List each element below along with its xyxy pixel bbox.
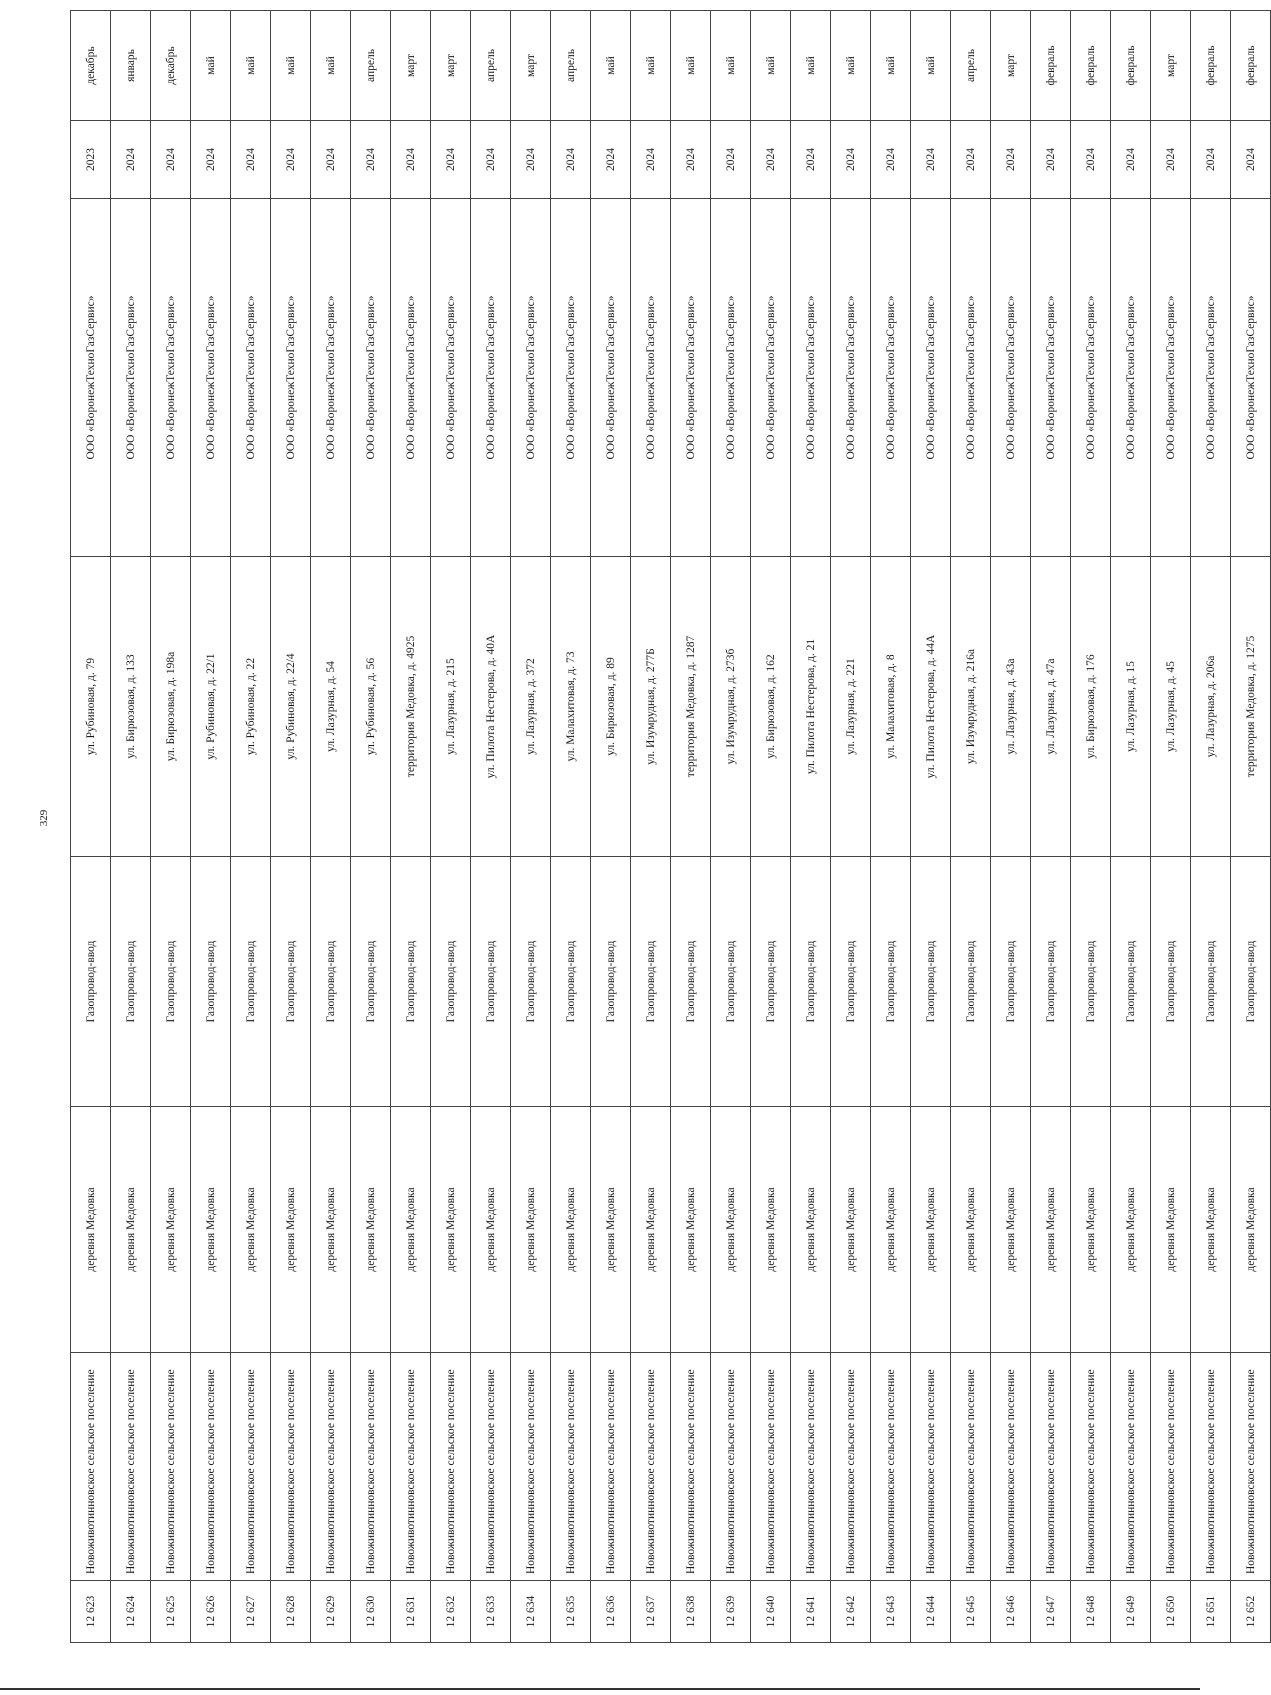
settlement-cell: Новоживотинновское сельское поселение [1151, 1353, 1191, 1581]
locality-cell: деревня Медовка [1031, 1107, 1071, 1353]
month-cell: март [391, 11, 431, 121]
organization-cell: ООО «ВоронежТехноГазСервис» [151, 199, 191, 557]
object-type-cell: Газопровод-ввод [1191, 857, 1231, 1107]
table-row [1191, 11, 1231, 1643]
month-cell: февраль [1031, 11, 1071, 121]
row-number-cell: 12 625 [151, 1581, 191, 1643]
settlement-cell: Новоживотинновское сельское поселение [631, 1353, 671, 1581]
table-body [71, 11, 1271, 1643]
settlement-cell: Новоживотинновское сельское поселение [191, 1353, 231, 1581]
settlement-cell: Новоживотинновское сельское поселение [391, 1353, 431, 1581]
settlement-cell: Новоживотинновское сельское поселение [1231, 1353, 1271, 1581]
settlement-cell: Новоживотинновское сельское поселение [231, 1353, 271, 1581]
row-number-cell: 12 632 [431, 1581, 471, 1643]
table-row [551, 11, 591, 1643]
year-cell: 2024 [1151, 121, 1191, 199]
year-cell: 2024 [311, 121, 351, 199]
year-cell: 2024 [151, 121, 191, 199]
month-cell: февраль [1191, 11, 1231, 121]
organization-cell: ООО «ВоронежТехноГазСервис» [711, 199, 751, 557]
organization-cell: ООО «ВоронежТехноГазСервис» [791, 199, 831, 557]
row-number-cell: 12 647 [1031, 1581, 1071, 1643]
settlement-cell: Новоживотинновское сельское поселение [991, 1353, 1031, 1581]
organization-cell: ООО «ВоронежТехноГазСервис» [551, 199, 591, 557]
row-number-cell: 12 648 [1071, 1581, 1111, 1643]
year-cell: 2024 [831, 121, 871, 199]
year-cell: 2024 [591, 121, 631, 199]
address-cell: ул. Малахитовая, д. 8 [871, 557, 911, 857]
row-number-cell: 12 650 [1151, 1581, 1191, 1643]
page-bottom-rule [0, 1688, 1200, 1690]
year-cell: 2024 [231, 121, 271, 199]
table-row [871, 11, 911, 1643]
address-cell: ул. Лазурная, д. 15 [1111, 557, 1151, 857]
month-cell: май [911, 11, 951, 121]
month-cell: май [631, 11, 671, 121]
year-cell: 2024 [1071, 121, 1111, 199]
object-type-cell: Газопровод-ввод [391, 857, 431, 1107]
row-number-cell: 12 652 [1231, 1581, 1271, 1643]
object-type-cell: Газопровод-ввод [911, 857, 951, 1107]
object-type-cell: Газопровод-ввод [431, 857, 471, 1107]
address-cell: ул. Лазурная, д. 54 [311, 557, 351, 857]
locality-cell: деревня Медовка [511, 1107, 551, 1353]
organization-cell: ООО «ВоронежТехноГазСервис» [871, 199, 911, 557]
locality-cell: деревня Медовка [1191, 1107, 1231, 1353]
row-number-cell: 12 626 [191, 1581, 231, 1643]
address-cell: ул. Лазурная, д. 372 [511, 557, 551, 857]
month-cell: май [791, 11, 831, 121]
year-cell: 2024 [671, 121, 711, 199]
table-row [951, 11, 991, 1643]
object-type-cell: Газопровод-ввод [311, 857, 351, 1107]
locality-cell: деревня Медовка [671, 1107, 711, 1353]
table-row [1231, 11, 1271, 1643]
settlement-cell: Новоживотинновское сельское поселение [1071, 1353, 1111, 1581]
address-cell: ул. Лазурная, д. 43а [991, 557, 1031, 857]
address-cell: ул. Рубиновая, д. 56 [351, 557, 391, 857]
address-cell: ул. Лазурная, д. 215 [431, 557, 471, 857]
locality-cell: деревня Медовка [711, 1107, 751, 1353]
address-cell: ул. Рубиновая, д. 22/1 [191, 557, 231, 857]
address-cell: территория Медовка, д. 4925 [391, 557, 431, 857]
settlement-cell: Новоживотинновское сельское поселение [951, 1353, 991, 1581]
settlement-cell: Новоживотинновское сельское поселение [111, 1353, 151, 1581]
table-row [231, 11, 271, 1643]
table-row [471, 11, 511, 1643]
locality-cell: деревня Медовка [1231, 1107, 1271, 1353]
object-type-cell: Газопровод-ввод [1031, 857, 1071, 1107]
object-type-cell: Газопровод-ввод [511, 857, 551, 1107]
address-cell: ул. Изумрудная, д. 216а [951, 557, 991, 857]
month-cell: декабрь [71, 11, 111, 121]
table-row [271, 11, 311, 1643]
locality-cell: деревня Медовка [591, 1107, 631, 1353]
address-cell: ул. Бирюзовая, д. 176 [1071, 557, 1111, 857]
object-type-cell: Газопровод-ввод [351, 857, 391, 1107]
month-cell: март [1151, 11, 1191, 121]
row-number-cell: 12 623 [71, 1581, 111, 1643]
address-cell: территория Медовка, д. 1275 [1231, 557, 1271, 857]
organization-cell: ООО «ВоронежТехноГазСервис» [831, 199, 871, 557]
year-cell: 2024 [111, 121, 151, 199]
settlement-cell: Новоживотинновское сельское поселение [831, 1353, 871, 1581]
year-cell: 2023 [71, 121, 111, 199]
organization-cell: ООО «ВоронежТехноГазСервис» [1151, 199, 1191, 557]
month-cell: апрель [471, 11, 511, 121]
object-type-cell: Газопровод-ввод [1111, 857, 1151, 1107]
row-number-cell: 12 640 [751, 1581, 791, 1643]
month-cell: май [671, 11, 711, 121]
organization-cell: ООО «ВоронежТехноГазСервис» [471, 199, 511, 557]
month-cell: апрель [551, 11, 591, 121]
locality-cell: деревня Медовка [751, 1107, 791, 1353]
month-cell: февраль [1071, 11, 1111, 121]
locality-cell: деревня Медовка [791, 1107, 831, 1353]
locality-cell: деревня Медовка [1151, 1107, 1191, 1353]
organization-cell: ООО «ВоронежТехноГазСервис» [911, 199, 951, 557]
year-cell: 2024 [951, 121, 991, 199]
year-cell: 2024 [351, 121, 391, 199]
locality-cell: деревня Медовка [311, 1107, 351, 1353]
row-number-cell: 12 651 [1191, 1581, 1231, 1643]
year-cell: 2024 [791, 121, 831, 199]
settlement-cell: Новоживотинновское сельское поселение [431, 1353, 471, 1581]
row-number-cell: 12 638 [671, 1581, 711, 1643]
row-number-cell: 12 637 [631, 1581, 671, 1643]
year-cell: 2024 [551, 121, 591, 199]
locality-cell: деревня Медовка [391, 1107, 431, 1353]
address-cell: ул. Пилота Нестерова, д. 40А [471, 557, 511, 857]
address-cell: ул. Пилота Нестерова, д. 44А [911, 557, 951, 857]
year-cell: 2024 [1191, 121, 1231, 199]
object-type-cell: Газопровод-ввод [991, 857, 1031, 1107]
gas-inlet-table [70, 10, 1271, 1643]
organization-cell: ООО «ВоронежТехноГазСервис» [1071, 199, 1111, 557]
object-type-cell: Газопровод-ввод [791, 857, 831, 1107]
locality-cell: деревня Медовка [991, 1107, 1031, 1353]
table-row [151, 11, 191, 1643]
organization-cell: ООО «ВоронежТехноГазСервис» [191, 199, 231, 557]
table-row [511, 11, 551, 1643]
locality-cell: деревня Медовка [431, 1107, 471, 1353]
locality-cell: деревня Медовка [831, 1107, 871, 1353]
month-cell: апрель [351, 11, 391, 121]
year-cell: 2024 [751, 121, 791, 199]
address-cell: ул. Изумрудная, д. 277Б [631, 557, 671, 857]
table-row [431, 11, 471, 1643]
object-type-cell: Газопровод-ввод [951, 857, 991, 1107]
locality-cell: деревня Медовка [151, 1107, 191, 1353]
month-cell: февраль [1231, 11, 1271, 121]
locality-cell: деревня Медовка [71, 1107, 111, 1353]
row-number-cell: 12 628 [271, 1581, 311, 1643]
row-number-cell: 12 633 [471, 1581, 511, 1643]
table-row [1071, 11, 1111, 1643]
row-number-cell: 12 630 [351, 1581, 391, 1643]
table-row [831, 11, 871, 1643]
address-cell: ул. Бирюзовая, д. 133 [111, 557, 151, 857]
settlement-cell: Новоживотинновское сельское поселение [911, 1353, 951, 1581]
locality-cell: деревня Медовка [471, 1107, 511, 1353]
table-row [791, 11, 831, 1643]
settlement-cell: Новоживотинновское сельское поселение [591, 1353, 631, 1581]
table-row [711, 11, 751, 1643]
table-row [591, 11, 631, 1643]
address-cell: ул. Рубиновая, д. 22 [231, 557, 271, 857]
month-cell: февраль [1111, 11, 1151, 121]
month-cell: май [311, 11, 351, 121]
month-cell: май [591, 11, 631, 121]
row-number-cell: 12 635 [551, 1581, 591, 1643]
row-number-cell: 12 646 [991, 1581, 1031, 1643]
locality-cell: деревня Медовка [871, 1107, 911, 1353]
object-type-cell: Газопровод-ввод [151, 857, 191, 1107]
address-cell: ул. Малахитовая, д. 73 [551, 557, 591, 857]
row-number-cell: 12 644 [911, 1581, 951, 1643]
table-row [191, 11, 231, 1643]
locality-cell: деревня Медовка [351, 1107, 391, 1353]
locality-cell: деревня Медовка [631, 1107, 671, 1353]
month-cell: март [991, 11, 1031, 121]
month-cell: май [751, 11, 791, 121]
object-type-cell: Газопровод-ввод [231, 857, 271, 1107]
locality-cell: деревня Медовка [951, 1107, 991, 1353]
row-number-cell: 12 624 [111, 1581, 151, 1643]
row-number-cell: 12 645 [951, 1581, 991, 1643]
month-cell: май [711, 11, 751, 121]
organization-cell: ООО «ВоронежТехноГазСервис» [351, 199, 391, 557]
organization-cell: ООО «ВоронежТехноГазСервис» [111, 199, 151, 557]
object-type-cell: Газопровод-ввод [1231, 857, 1271, 1107]
table-row [1031, 11, 1071, 1643]
table-row [991, 11, 1031, 1643]
settlement-cell: Новоживотинновское сельское поселение [511, 1353, 551, 1581]
settlement-cell: Новоживотинновское сельское поселение [351, 1353, 391, 1581]
month-cell: май [831, 11, 871, 121]
address-cell: ул. Рубиновая, д. 22/4 [271, 557, 311, 857]
settlement-cell: Новоживотинновское сельское поселение [471, 1353, 511, 1581]
object-type-cell: Газопровод-ввод [1151, 857, 1191, 1107]
year-cell: 2024 [871, 121, 911, 199]
settlement-cell: Новоживотинновское сельское поселение [551, 1353, 591, 1581]
table-row [391, 11, 431, 1643]
settlement-cell: Новоживотинновское сельское поселение [271, 1353, 311, 1581]
organization-cell: ООО «ВоронежТехноГазСервис» [991, 199, 1031, 557]
table-row [631, 11, 671, 1643]
table-row [71, 11, 111, 1643]
locality-cell: деревня Медовка [1071, 1107, 1111, 1353]
table-row [751, 11, 791, 1643]
organization-cell: ООО «ВоронежТехноГазСервис» [591, 199, 631, 557]
rotated-table-wrapper [70, 11, 1257, 1643]
organization-cell: ООО «ВоронежТехноГазСервис» [1111, 199, 1151, 557]
organization-cell: ООО «ВоронежТехноГазСервис» [271, 199, 311, 557]
organization-cell: ООО «ВоронежТехноГазСервис» [671, 199, 711, 557]
year-cell: 2024 [1031, 121, 1071, 199]
settlement-cell: Новоживотинновское сельское поселение [711, 1353, 751, 1581]
object-type-cell: Газопровод-ввод [191, 857, 231, 1107]
month-cell: апрель [951, 11, 991, 121]
year-cell: 2024 [431, 121, 471, 199]
row-number-cell: 12 627 [231, 1581, 271, 1643]
address-cell: ул. Лазурная, д. 206а [1191, 557, 1231, 857]
object-type-cell: Газопровод-ввод [1071, 857, 1111, 1107]
year-cell: 2024 [191, 121, 231, 199]
year-cell: 2024 [991, 121, 1031, 199]
settlement-cell: Новоживотинновское сельское поселение [1111, 1353, 1151, 1581]
settlement-cell: Новоживотинновское сельское поселение [751, 1353, 791, 1581]
organization-cell: ООО «ВоронежТехноГазСервис» [751, 199, 791, 557]
object-type-cell: Газопровод-ввод [751, 857, 791, 1107]
row-number-cell: 12 636 [591, 1581, 631, 1643]
object-type-cell: Газопровод-ввод [551, 857, 591, 1107]
settlement-cell: Новоживотинновское сельское поселение [151, 1353, 191, 1581]
address-cell: территория Медовка, д. 1287 [671, 557, 711, 857]
table-row [1111, 11, 1151, 1643]
object-type-cell: Газопровод-ввод [591, 857, 631, 1107]
row-number-cell: 12 634 [511, 1581, 551, 1643]
table-row [351, 11, 391, 1643]
address-cell: ул. Лазурная, д. 45 [1151, 557, 1191, 857]
row-number-cell: 12 649 [1111, 1581, 1151, 1643]
object-type-cell: Газопровод-ввод [711, 857, 751, 1107]
address-cell: ул. Изумрудная, д. 273б [711, 557, 751, 857]
settlement-cell: Новоживотинновское сельское поселение [1191, 1353, 1231, 1581]
row-number-cell: 12 631 [391, 1581, 431, 1643]
address-cell: ул. Лазурная, д. 221 [831, 557, 871, 857]
month-cell: май [271, 11, 311, 121]
object-type-cell: Газопровод-ввод [71, 857, 111, 1107]
row-number-cell: 12 641 [791, 1581, 831, 1643]
month-cell: май [871, 11, 911, 121]
year-cell: 2024 [631, 121, 671, 199]
row-number-cell: 12 629 [311, 1581, 351, 1643]
organization-cell: ООО «ВоронежТехноГазСервис» [1031, 199, 1071, 557]
row-number-cell: 12 639 [711, 1581, 751, 1643]
object-type-cell: Газопровод-ввод [631, 857, 671, 1107]
object-type-cell: Газопровод-ввод [471, 857, 511, 1107]
organization-cell: ООО «ВоронежТехноГазСервис» [1191, 199, 1231, 557]
organization-cell: ООО «ВоронежТехноГазСервис» [231, 199, 271, 557]
settlement-cell: Новоживотинновское сельское поселение [871, 1353, 911, 1581]
address-cell: ул. Лазурная, д. 47а [1031, 557, 1071, 857]
object-type-cell: Газопровод-ввод [271, 857, 311, 1107]
locality-cell: деревня Медовка [911, 1107, 951, 1353]
year-cell: 2024 [511, 121, 551, 199]
settlement-cell: Новоживотинновское сельское поселение [791, 1353, 831, 1581]
year-cell: 2024 [911, 121, 951, 199]
locality-cell: деревня Медовка [271, 1107, 311, 1353]
organization-cell: ООО «ВоронежТехноГазСервис» [311, 199, 351, 557]
organization-cell: ООО «ВоронежТехноГазСервис» [1231, 199, 1271, 557]
object-type-cell: Газопровод-ввод [671, 857, 711, 1107]
locality-cell: деревня Медовка [111, 1107, 151, 1353]
settlement-cell: Новоживотинновское сельское поселение [311, 1353, 351, 1581]
object-type-cell: Газопровод-ввод [831, 857, 871, 1107]
locality-cell: деревня Медовка [1111, 1107, 1151, 1353]
organization-cell: ООО «ВоронежТехноГазСервис» [631, 199, 671, 557]
organization-cell: ООО «ВоронежТехноГазСервис» [391, 199, 431, 557]
year-cell: 2024 [1231, 121, 1271, 199]
object-type-cell: Газопровод-ввод [871, 857, 911, 1107]
address-cell: ул. Бирюзовая, д. 198а [151, 557, 191, 857]
month-cell: январь [111, 11, 151, 121]
row-number-cell: 12 642 [831, 1581, 871, 1643]
settlement-cell: Новоживотинновское сельское поселение [671, 1353, 711, 1581]
address-cell: ул. Бирюзовая, д. 162 [751, 557, 791, 857]
organization-cell: ООО «ВоронежТехноГазСервис» [431, 199, 471, 557]
table-row [311, 11, 351, 1643]
year-cell: 2024 [1111, 121, 1151, 199]
year-cell: 2024 [471, 121, 511, 199]
table-row [1151, 11, 1191, 1643]
year-cell: 2024 [271, 121, 311, 199]
table-row [671, 11, 711, 1643]
address-cell: ул. Рубиновая, д. 79 [71, 557, 111, 857]
address-cell: ул. Бирюзовая, д. 89 [591, 557, 631, 857]
row-number-cell: 12 643 [871, 1581, 911, 1643]
settlement-cell: Новоживотинновское сельское поселение [71, 1353, 111, 1581]
organization-cell: ООО «ВоронежТехноГазСервис» [951, 199, 991, 557]
locality-cell: деревня Медовка [231, 1107, 271, 1353]
locality-cell: деревня Медовка [191, 1107, 231, 1353]
address-cell: ул. Пилота Нестерова, д. 21 [791, 557, 831, 857]
organization-cell: ООО «ВоронежТехноГазСервис» [511, 199, 551, 557]
table-row [911, 11, 951, 1643]
month-cell: май [231, 11, 271, 121]
month-cell: декабрь [151, 11, 191, 121]
object-type-cell: Газопровод-ввод [111, 857, 151, 1107]
page-number: 329 [38, 809, 50, 827]
month-cell: март [431, 11, 471, 121]
year-cell: 2024 [391, 121, 431, 199]
organization-cell: ООО «ВоронежТехноГазСервис» [71, 199, 111, 557]
locality-cell: деревня Медовка [551, 1107, 591, 1353]
month-cell: март [511, 11, 551, 121]
settlement-cell: Новоживотинновское сельское поселение [1031, 1353, 1071, 1581]
month-cell: май [191, 11, 231, 121]
table-row [111, 11, 151, 1643]
year-cell: 2024 [711, 121, 751, 199]
